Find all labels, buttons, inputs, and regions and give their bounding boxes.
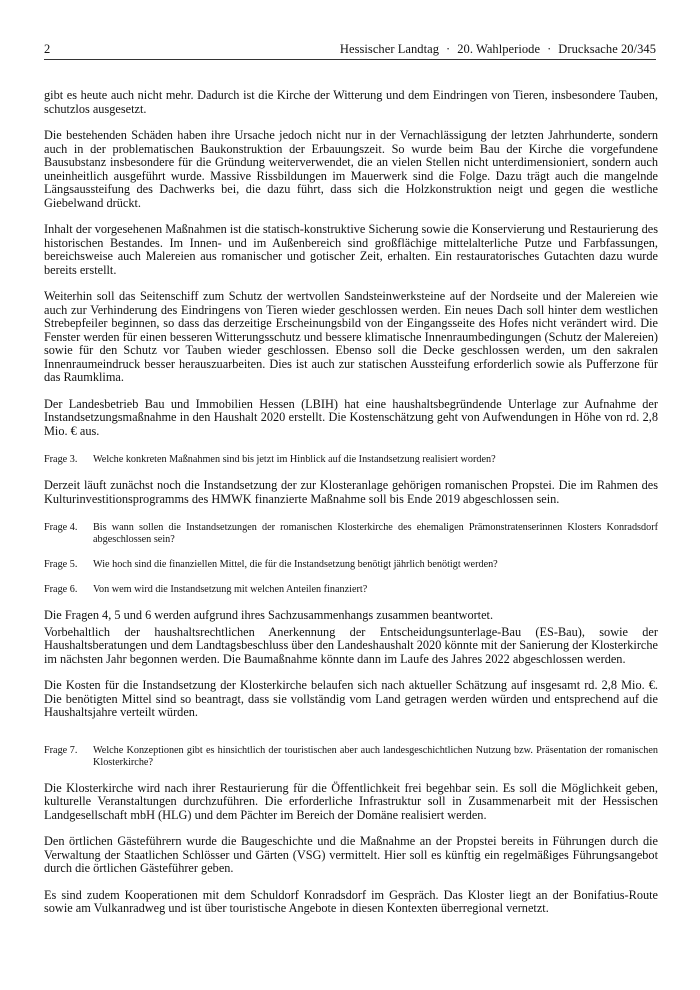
body-paragraph: Die bestehenden Schäden haben ihre Ursache jedoch nicht nur in der Vernachlässigung der letzten Jahrhunderte, sondern auch in der problematischen Baukonstruktion der Erbauungszeit. So wurde beim Bau der Kirche die vorgefundene Bausubstanz insbesondere für die Gründung weiterverwendet, die an vielen Stellen nicht unterdimensioniert, sondern auch uneinheitlich ausgeführt wurde. Massive Rissbildungen im Mauerwerk sind die Folge. Dazu trägt auch die mangelnde Längsaussteifung des Dachwerks bei, die dazu führt, dass sich die Holzkonstruktion neigt und gegen die westliche Giebelwand drückt. [44,128,658,210]
header-doc-number: Drucksache 20/345 [558,42,656,56]
header-info [340,42,656,57]
question-6 [44,584,658,596]
answer-paragraph: Den örtlichen Gästeführern wurde die Baugeschichte und die Maßnahme an der Propstei bereits in Führungen durch die Verwaltung der Staatlichen Schlösser und Gärten (VSG) vermittelt. Hier soll es künftig ein regelmäßiges Führungsangebot durch die örtlichen Gästeführer geben. [44,834,658,875]
question-7 [44,745,658,769]
question-label: Frage 4. [44,522,78,533]
question-text: Welche Konzeptionen gibt es hinsichtlich der touristischen aber auch landesgeschichtlichen Nutzung bzw. Präsentation der romanischen Klosterkirche? [93,744,658,768]
answer-intro: Die Fragen 4, 5 und 6 werden aufgrund ihres Sachzusammenhangs zusammen beantwortet. [44,608,494,622]
header-separator: · [446,42,451,56]
question-label: Frage 6. [44,584,78,595]
answer-paragraph: Die Klosterkirche wird nach ihrer Restaurierung für die Öffentlichkeit frei begehbar sein. Es soll die Möglichkeit geben, kulturelle Veranstaltungen durchzuführen. Die erforderliche Infrastruktur soll in Zusammenarbeit mit der Hessischen Landgesellschaft mbH (HLG) und dem Pächter im Bereich der Domäne realisiert werden. [44,780,658,822]
running-header [44,41,656,60]
question-4 [44,522,658,546]
header-period: 20. Wahlperiode [457,42,541,56]
header-separator: · [547,42,552,56]
body-paragraph: Der Landesbetrieb Bau und Immobilien Hessen (LBIH) hat eine haushaltsbegründende Unterlage zur Aufnahme der Instandsetzungsmaßnahme in den Haushalt 2020 erstellt. Die Kostenschätzung geht von Aufwendungen in Höhe von rd. 2,8 Mio. € aus. [44,396,658,438]
answer-paragraph: Vorbehaltlich der haushaltsrechtlichen Anerkennung der Entscheidungsunterlage-Bau (ES-Bau), sowie der Haushaltsberatungen und dem Landtagsbeschluss über den Landeshaushalt 2020 könnte mit der Sanierung der Klosterkirche im nächsten Jahr begonnen werden. Die Baumaßnahme könnte dann im Laufe des Jahres 2022 abgeschlossen werden. [44,624,658,666]
question-label: Frage 7. [44,744,78,756]
question-text: Welche konkreten Maßnahmen sind bis jetzt im Hinblick auf die Instandsetzung realisiert worden? [93,454,496,465]
answer-paragraph: Die Kosten für die Instandsetzung der Klosterkirche belaufen sich nach aktueller Schätzung auf insgesamt rd. 2,8 Mio. €. Die benötigten Mittel sind so beantragt, dass sie vollständig vom Land getragen werden würden und entsprechend auf die Haushaltsjahre verteilt würden. [44,678,658,719]
answer-paragraph: Derzeit läuft zunächst noch die Instandsetzung der zur Klosteranlage gehörigen romanischen Propstei. Die im Rahmen des Kulturinvestitionsprogramms des HMWK finanzierte Maßnahme soll bis Ende 2019 abgeschlossen sein. [44,478,658,506]
page-number: 2 [44,42,51,56]
header-publisher: Hessischer Landtag [339,42,440,56]
question-label: Frage 3. [44,454,78,465]
question-3 [44,454,658,466]
question-text: Bis wann sollen die Instandsetzungen der romanischen Klosterkirche des ehemaligen Prämonstratenserinnen Klosters Konradsdorf abgeschlossen sein? [93,522,658,545]
body-paragraph: gibt es heute auch nicht mehr. Dadurch ist die Kirche der Witterung und dem Eindringen von Tieren, insbesondere Tauben, schutzlos ausgesetzt. [44,88,658,116]
body-paragraph: Inhalt der vorgesehenen Maßnahmen ist die statisch-konstruktive Sicherung sowie die Konservierung und Restaurierung des historischen Bestandes. Im Innen- und im Außenbereich sind großflächige mittelalterliche Putze und Farbfassungen, bereichsweise auch Malereien aus romanischer und gotischer Zeit, erhalten. Ein restauratorisches Gutachten dazu wurde bereits erstellt. [44,222,658,277]
question-5 [44,559,658,571]
question-text: Von wem wird die Instandsetzung mit welchen Anteilen finanziert? [93,584,368,595]
question-text: Wie hoch sind die finanziellen Mittel, die für die Instandsetzung benötigt jährlich benötigt werden? [93,559,498,570]
page-body [44,89,658,929]
body-paragraph: Weiterhin soll das Seitenschiff zum Schutz der wertvollen Sandsteinwerksteine auf der Nordseite und der Malereien wie auch zur Verhinderung des Eindringens von Tieren wieder geschlossen werden. Ein neues Dach soll hinter dem westlichen Strebepfeiler beginnen, so dass das derzeitige Erscheinungsbild von der Eingangsseite des Hofes nicht verändert wird. Die Fenster werden für einen besseren Witterungsschutz und bessere klimatische Innenraumbedingungen (Schutz der Malereien) sowie für den Schutz vor Tauben wieder geschlossen. Ebenso soll die Decke geschlossen werden, um den sakralen Innenraumeindruck besser herauszuarbeiten. Dies ist auch zur statischen Aussteifung erforderlich sowie als Pufferzone für das Raumklima. [44,289,658,384]
answer-paragraph: Es sind zudem Kooperationen mit dem Schuldorf Konradsdorf im Gespräch. Das Kloster liegt an der Bonifatius-Route sowie am Vulkanradweg und ist über touristische Angebote in diesen Kontexten überregional vernetzt. [44,887,658,915]
question-label: Frage 5. [44,559,78,570]
